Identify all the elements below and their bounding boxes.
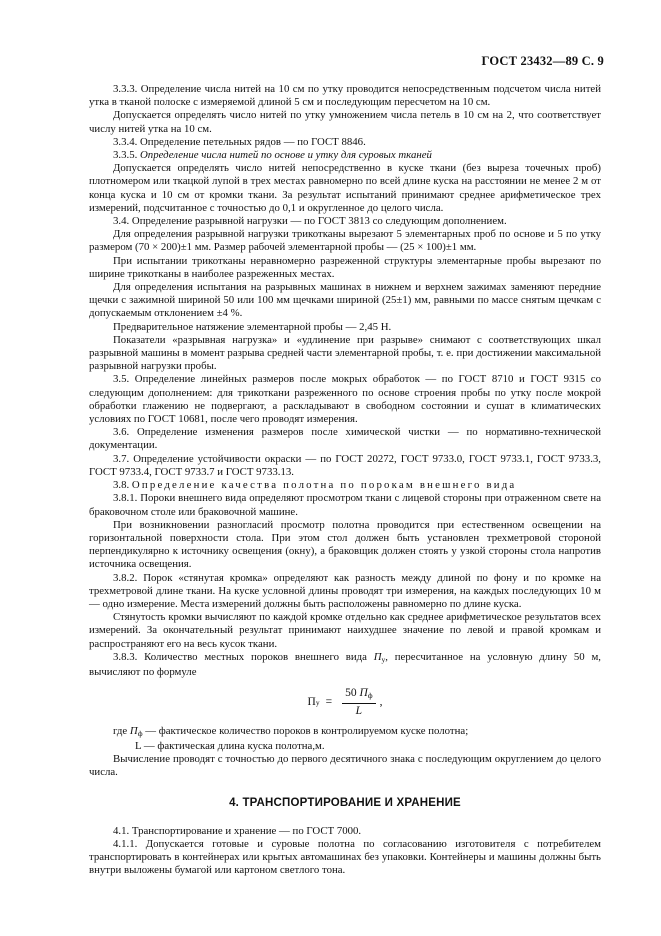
document-body xyxy=(89,83,601,877)
paragraph-3-4-b: Для определения разрывной нагрузки трикотканы вырезают 5 элементарных проб по основе и 5 по утку размером (70 × 200)±1 мм. Размер рабочей элементарной пробы — (25 × 100)±1 мм. xyxy=(89,228,601,254)
section-heading: 4. ТРАНСПОРТИРОВАНИЕ И ХРАНЕНИЕ xyxy=(229,797,461,810)
paragraph-3-3-4: 3.3.4. Определение петельных рядов — по ГОСТ 8846. xyxy=(113,135,366,148)
paragraph-3-8-1-b: При возникновении разногласий просмотр полотна проводится при естественном освещении на горизонтальной поверхности стола. При этом стол должен быть установлен трехметровой стороной перпендикулярно к источнику освещения (окну), а браковщик должен стоять у узкой стороны стола напротив источника освещения. xyxy=(89,518,601,571)
paragraph-3-8-3: 3.8.3. Количество местных пороков внешнего вида $П_у$, пересчитанное на условную длину 50 м, вычисляют по формуле xyxy=(89,650,601,678)
formula-numerator: 50 $П_ф$ xyxy=(342,687,376,704)
paragraph-number: 3.8. xyxy=(113,479,130,492)
paragraph-3-3-3-note: Допускается определять число нитей по утку умножением числа петель в 10 см на 2, что соответствует числу нитей утка на 10 см. xyxy=(89,109,601,135)
paragraph-title: Определение числа нитей по основе и утку для суровых тканей xyxy=(140,149,432,162)
formula-var: П xyxy=(373,650,382,663)
paragraph-3-4-f: Показатели «разрывная нагрузка» и «удлинение при разрыве» снимают с соответствующих шкал разрывной машины в момент разрыва средней части элементарной пробы, т. е. при достижении максимальной разрывной нагрузки пробы. xyxy=(89,333,601,373)
paragraph-3-5: 3.5. Определение линейных размеров после мокрых обработок — по ГОСТ 8710 и ГОСТ 9315 со следующим дополнением: для трикоткани разреженного по основе строения пробы по утку после мокрой обработки глажению не подвергают, а раскладывают в свободном состоянии и сушат в климатических условиях по ГОСТ 10681, после чего проводят измерения. xyxy=(89,373,601,426)
paragraph-3-8-3-c: Вычисление проводят с точностью до первого десятичного знака с последующим округлением до целого числа. xyxy=(89,752,601,779)
paragraph-4-1: 4.1. Транспортирование и хранение — по ГОСТ 7000. xyxy=(113,824,362,837)
paragraph-3-8-2-b: Стянутость кромки вычисляют по каждой кромке отдельно как среднее арифметическое результатов всех измерений. За окончательный результат принимают наихудшее значение по левой и правой кромкам и распространяют его на весь кусок ткани. xyxy=(89,611,601,650)
paragraph-3-8-1: 3.8.1. Пороки внешнего вида определяют просмотром ткани с лицевой стороны при отраженном свете на браковочном столе или браковочной машине. xyxy=(89,492,601,518)
paragraph-3-4-d: Для определения испытания на разрывных машинах в нижнем и верхнем зажимах заменяют передние щечки с зажимной шириной 50 или 100 мм щечками шириной (25±1) мм, равными по массе снятым щечкам с допускаемым отклонением ±4 %. xyxy=(89,281,601,320)
paragraph-3-7: 3.7. Определение устойчивости окраски — по ГОСТ 20272, ГОСТ 9733.0, ГОСТ 9733.1, ГОСТ 9733.3, ГОСТ 9733.4, ГОСТ 9733.7 и ГОСТ 9733.13. xyxy=(89,452,601,478)
paragraph-3-8 xyxy=(89,479,601,492)
paragraph-3-8-2: 3.8.2. Порок «стянутая кромка» определяют как разность между длиной по фону и по кромке на трехметровой длине ткани. На куске условной длины проводят три измерения, на каждых последующих 10 м — одно измерение. Места измерений должны быть расположены равномерно по длине куска. xyxy=(89,571,601,610)
formula-lhs: П xyxy=(307,696,316,709)
formula-where-2: L — фактическая длина куска полотна,м. xyxy=(135,739,325,752)
paragraph-3-3-5 xyxy=(89,149,601,162)
formula-where-1: где $П_ф$ — фактическое количество пороков в контролируемом куске полотна; xyxy=(113,724,469,738)
paragraph-3-4: 3.4. Определение разрывной нагрузки — по ГОСТ 3813 со следующим дополнением. xyxy=(113,215,507,228)
paragraph-3-4-c: При испытании трикотканы неравномерно разреженной структуры элементарные пробы вырезают по ширине трикотканы в наиболее разреженных местах. xyxy=(89,254,601,280)
formula: П у = $\frac{50 П_ф}{L}$ , xyxy=(307,687,383,718)
formula-fraction xyxy=(342,687,376,718)
paragraph-number: 3.3.5. xyxy=(113,149,138,162)
paragraph-4-1-1: 4.1.1. Допускается готовые и суровые полотна по согласованию изготовителя с потребителем транспортировать в контейнерах или крытых автомашинах без упаковки. Контейнеры и машины должны быть внутри выложены бумагой или картоном светлого тона. xyxy=(89,837,601,877)
formula-equals: = xyxy=(325,696,333,709)
paragraph-3-6: 3.6. Определение изменения размеров после химической чистки — по нормативно-технической документации. xyxy=(89,426,601,452)
paragraph-3-3-5-text: Допускается определять число нитей непосредственно в куске ткани (без выреза точечных проб) плотномером или ткацкой лупой в трех местах равномерно по всей длине куска на расстоянии не менее 2 м от конца куска и 10 см от кромки ткани. За результат испытаний принимают среднее арифметическое трех измерений, подсчитанное с точностью до 0,1 и округленное до целого числа. xyxy=(89,162,601,214)
paragraph-3-4-e: Предварительное натяжение элементарной пробы — 2,45 Н. xyxy=(113,320,392,333)
paragraph-3-3-3: 3.3.3. Определение числа нитей на 10 см по утку проводится непосредственным подсчетом числа нитей утка в тканой полоске с измеряемой длиной 5 см и последующим пересчетом на 10 см. xyxy=(89,83,601,109)
page-header: ГОСТ 23432—89 С. 9 xyxy=(481,54,604,68)
paragraph-title: Определение качества полотна по порокам внешнего вида xyxy=(131,479,517,492)
formula-denominator: L xyxy=(355,705,363,718)
